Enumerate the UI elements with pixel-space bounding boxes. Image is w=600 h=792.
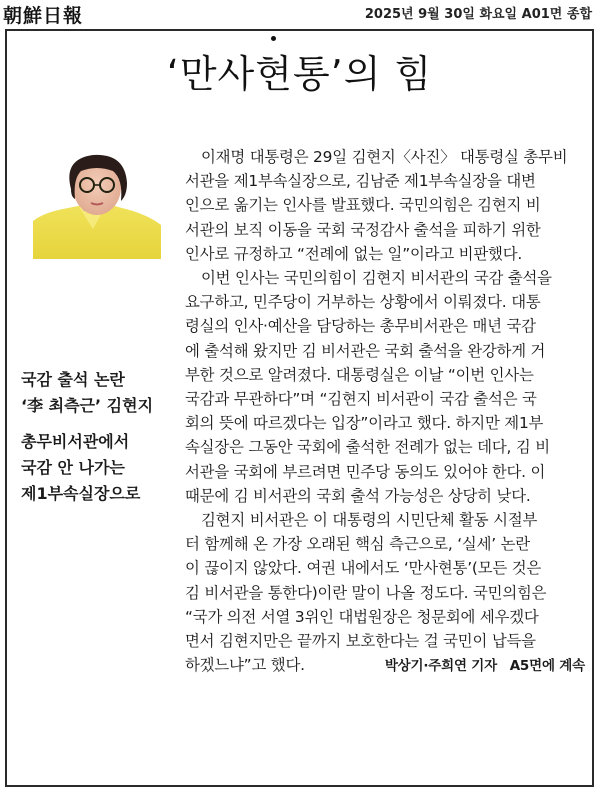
person-photo-icon [33, 149, 161, 259]
headline-container [7, 43, 592, 98]
body-line: 에 출석해 왔지만 김 비서관은 국회 출석을 완강하게 거 [185, 341, 546, 360]
body-line: 요구하고, 민주당이 거부하는 상황에서 이뤄졌다. 대통 [185, 293, 541, 312]
body-line: 인사로 규정하고 “전례에 없는 일”이라고 비판했다. [185, 244, 523, 263]
subhead-line: 제1부속실장으로 [21, 484, 141, 503]
body-line: 이 끊이지 않았다. 여권 내에서도 ‘만사현통’(모든 것은 [185, 559, 542, 578]
body-line: 회의 뜻에 따르겠다는 입장”이라고 했다. 하지만 제1부 [185, 414, 544, 433]
continued-link[interactable]: A5면에 계속 [509, 658, 585, 675]
body-line: 국감과 무관하다”며 “김현지 비서관이 국감 출석은 국 [185, 390, 537, 409]
article-body [185, 145, 585, 678]
subhead-line: ‘李 최측근’ 김현지 [21, 396, 154, 415]
portrait-photo [33, 149, 161, 259]
body-line: 하겠느냐”고 했다. [185, 656, 305, 675]
body-line: 속실장은 그동안 국회에 출석한 전례가 없는 데다, 김 비 [185, 438, 550, 457]
closing-line [185, 653, 585, 678]
body-line: 서관의 보직 이동을 국회 국정감사 출석을 피하기 위한 [185, 220, 541, 239]
body-line: 서관을 제1부속실장으로, 김남준 제1부속실장을 대변 [185, 172, 536, 191]
masthead [0, 0, 600, 28]
body-line: 이재명 대통령은 29일 김현지〈사진〉 대통령실 총무비 [201, 148, 568, 166]
body-line: 서관을 국회에 부르려면 민주당 동의도 있어야 한다. 이 [185, 462, 546, 481]
body-line: 김현지 비서관은 이 대통령의 시민단체 활동 시절부 [201, 511, 538, 530]
headline [167, 43, 433, 98]
body-line: 이번 인사는 국민의힘이 김현지 비서관의 국감 출석을 [201, 269, 552, 288]
body-line: 터 함께해 온 가장 오래된 핵심 측근으로, ‘실세’ 논란 [185, 535, 530, 554]
headline-text: ‘만사현통’의 힘 [166, 52, 433, 96]
body-line: 부한 것으로 알려졌다. 대통령실은 이날 “이번 인사는 [185, 365, 534, 384]
subhead-group-1 [21, 367, 181, 419]
byline: 박상기·주희연 기자 [384, 658, 497, 675]
byline-block [385, 653, 585, 678]
paragraph-3 [185, 508, 585, 678]
subhead-line: 국감 출석 논란 [21, 370, 125, 389]
emphasis-dot-icon [271, 36, 276, 41]
body-line: 인으로 옮기는 인사를 발표했다. 국민의힘은 김현지 비 [185, 196, 541, 215]
body-line: 면서 김현지만은 끝까지 보호한다는 걸 국민이 납득을 [185, 632, 536, 651]
paragraph-1 [185, 145, 585, 266]
sidebar-headlines [21, 367, 181, 517]
article-box [5, 29, 594, 787]
body-line: 김 비서관을 통한다)이란 말이 나올 정도다. 국민의힘은 [185, 583, 547, 602]
body-line: “국가 의전 서열 3위인 대법원장은 청문회에 세우겠다 [185, 607, 539, 626]
body-line: 때문에 김 비서관의 국회 출석 가능성은 상당히 낮다. [185, 486, 531, 505]
dateline: 2025년 9월 30일 화요일 A01면 종합 [364, 7, 592, 22]
subhead-group-2 [21, 429, 181, 507]
subhead-line: 총무비서관에서 [21, 432, 130, 451]
paragraph-2 [185, 266, 585, 508]
newspaper-logo: 朝鮮日報 [3, 5, 84, 27]
body-line: 령실의 인사·예산을 담당하는 총무비서관은 매년 국감 [185, 317, 536, 336]
subhead-line: 국감 안 나가는 [21, 458, 125, 477]
